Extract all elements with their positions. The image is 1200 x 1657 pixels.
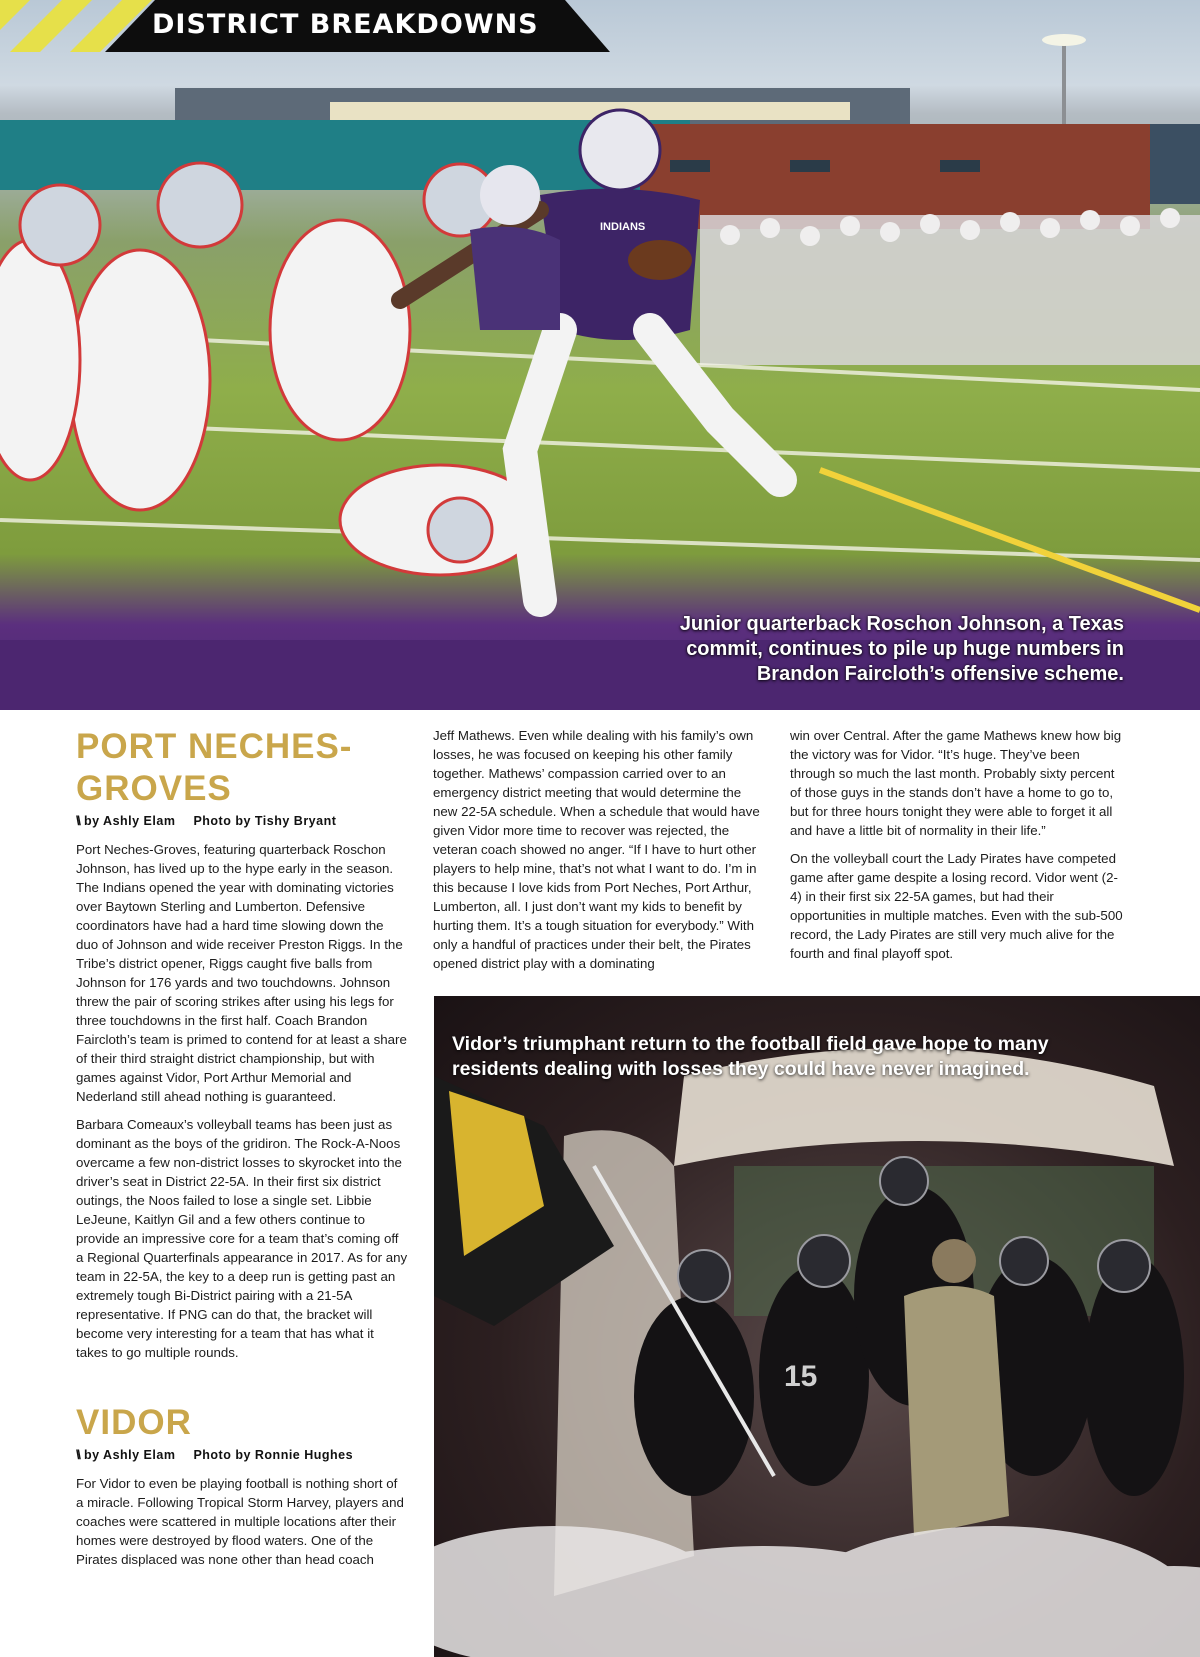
photo-credit: Photo by Ronnie Hughes <box>193 1448 354 1462</box>
photo-credit: Photo by Tishy Bryant <box>193 814 337 828</box>
port-neches-heading: PORT NECHES-GROVES <box>76 727 353 808</box>
jersey-number: 15 <box>784 1360 818 1393</box>
vidor-heading: VIDOR <box>76 1403 192 1442</box>
section-banner <box>0 0 610 52</box>
middle-column <box>433 726 768 982</box>
byline-slash-icon: \\ <box>76 1448 79 1462</box>
vidor-photo <box>434 996 1200 1657</box>
jersey-text: INDIANS <box>600 221 646 233</box>
article-paragraph: Port Neches-Groves, featuring quarterback Roschon Johnson, has lived up to the hype early in the season. The Indians opened the year with dominating victories over Baytown Sterling and Lumberton. Defensive coordinators have had a hard time slowing down the duo of Johnson and wide receiver Preston Riggs. In the Tribe’s district opener, Riggs caught five balls from Johnson for 176 yards and two touchdowns. Johnson threw the pair of scoring strikes after using his legs for three touchdowns in the first half. Coach Brandon Faircloth’s team is primed to contend for at least a share of their third straight district championship, but with games against Vidor, Port Arthur Memorial and Nederland still ahead nothing is guaranteed. <box>76 842 407 1104</box>
article-paragraph: Jeff Mathews. Even while dealing with his family’s own losses, he was focused on keeping his other family together. Mathews’ compassion carried over to an emergency district meeting that would determine the new 22-5A schedule. When a schedule that would have given Vidor more time to recover was rejected, the veteran coach showed no anger. “If I have to hurt other players to help mine, that’s not what I want to do. I’m in this because I love kids from Port Neches, Port Arthur, Lumberton, all. I just don’t want my kids to benefit by hurting them. It’s a tough situation for everybody.” With only a handful of practices under their belt, the Pirates opened district play with a dominating <box>433 728 760 971</box>
byline-author: by Ashly Elam <box>83 1448 176 1462</box>
vidor-byline <box>76 1446 408 1464</box>
article-paragraph: Barbara Comeaux’s volleyball teams has been just as dominant as the boys of the gridiron. The Rock-A-Noos overcame a few non-district losses to skyrocket into the driver’s seat in District 22-5A. In their first six district outings, the Noos failed to lose a single set. Libbie LeJeune, Kaitlyn Gil and a few others continue to provide an impressive core for a team that’s coming off a Regional Quarterfinals appearance in 2017. As for any team in 22-5A, the key to a deep run is getting past an extremely tough Bi-District pairing with a 21-5A representative. If PNG can do that, the bracket will become very interesting for a team that has what it takes to go multiple rounds. <box>76 1117 408 1360</box>
right-column <box>790 726 1125 972</box>
byline-slash-icon: \\ <box>76 814 79 828</box>
vidor-photo-scene <box>434 996 1200 1657</box>
article-paragraph: win over Central. After the game Mathews knew how big the victory was for Vidor. “It’s huge. They’ve been through so much the last month. Probably sixty percent of those guys in the stands don’t have a home to go to, but for three hours tonight they were able to forget it all and have a little bit of normality in their life.” <box>790 728 1122 838</box>
byline-author: by Ashly Elam <box>83 814 176 828</box>
article-paragraph: For Vidor to even be playing football is nothing short of a miracle. Following Tropical Storm Harvey, players and coaches were scattered in multiple locations after their homes were destroyed by flood waters. One of the Pirates displaced was none other than head coach <box>76 1476 404 1567</box>
article-paragraph: On the volleyball court the Lady Pirates have competed game after game despite a losing record. Vidor went (2-4) in their first six 22-5A games, but had their opportunities in multiple matches. Even with the sub-500 record, the Lady Pirates are still very much alive for the fourth and final playoff spot. <box>790 851 1123 961</box>
vidor-photo-caption: Vidor’s triumphant return to the football field gave hope to many residents dealing with losses they could have never imagined. <box>452 1033 1049 1080</box>
hero-photo <box>0 0 1200 710</box>
vidor-section <box>76 1402 408 1569</box>
hero-photo-scene <box>0 0 1200 710</box>
section-title: DISTRICT BREAKDOWNS <box>152 9 539 40</box>
left-column <box>76 726 408 1578</box>
port-neches-byline <box>76 812 408 830</box>
hero-caption: Junior quarterback Roschon Johnson, a Texas commit, continues to pile up huge numbers in Brandon Faircloth’s offensive scheme. <box>679 613 1124 685</box>
